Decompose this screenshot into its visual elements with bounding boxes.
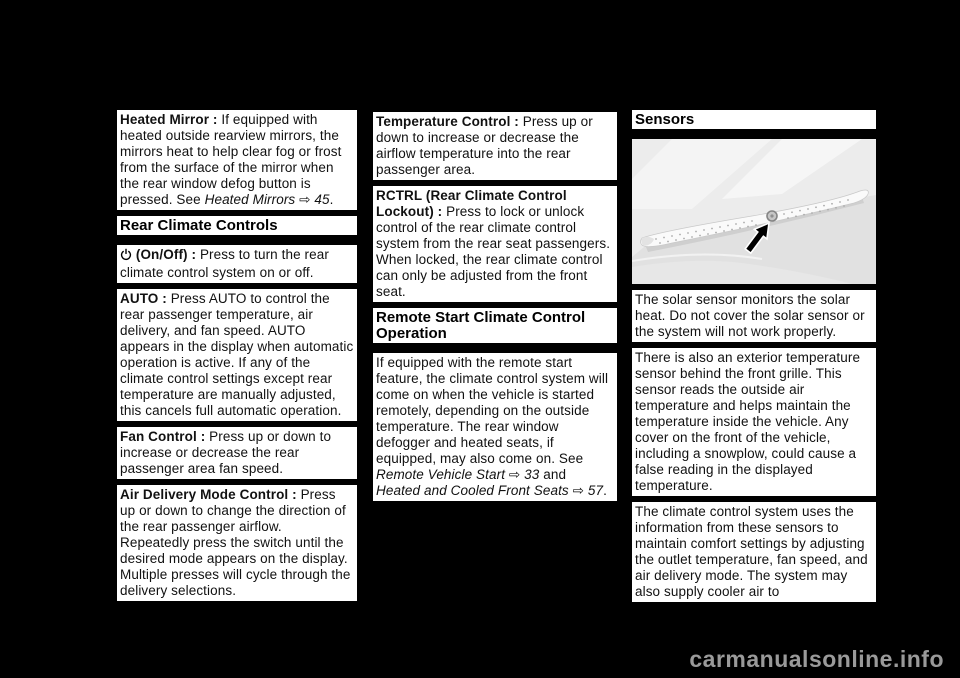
heading-sensors: Sensors — [632, 110, 876, 133]
rctrl-body: Press to lock or unlock control of the rear climate control system from the rear seat passengers. When locked, the rear climate control can only be adjusted from the front seat. — [376, 204, 611, 299]
power-icon — [120, 248, 132, 265]
column-right — [632, 110, 876, 608]
temperature-control-body: Press up or down to increase or decrease the airflow temperature into the rear passenger area. — [376, 114, 593, 177]
remote-start-reference-1: Remote Vehicle Start ⇨ 33 — [376, 467, 540, 482]
system-uses-body: The climate control system uses the information from these sensors to maintain comfort settings by adjusting the outlet temperature, fan speed, and air delivery mode. The system may also supply cooler air to — [635, 504, 868, 599]
remote-start-body: If equipped with the remote start feature, the climate control system will come on when the vehicle is started remotely, depending on the outside temperature. The rear window defogger and heated seats, if equipped, may also come on. See — [376, 355, 609, 466]
on-off-body: Press to turn the rear climate control system on or off. — [120, 247, 329, 280]
paragraph-system-uses — [632, 502, 876, 602]
paragraph-fan-control — [117, 427, 357, 479]
paragraph-remote-start — [373, 353, 617, 501]
air-delivery-body: Press up or down to change the direction of the rear passenger airflow. Repeatedly press the switch until the desired mode appears on the display. Multiple presses will cycle through the delivery selections. — [120, 487, 351, 598]
paragraph-exterior-sensor — [632, 348, 876, 496]
fan-control-label: Fan Control : — [120, 429, 210, 444]
paragraph-rctrl — [373, 186, 617, 302]
on-off-label: (On/Off) : — [132, 247, 200, 262]
paragraph-air-delivery — [117, 485, 357, 601]
heated-mirror-body: If equipped with heated outside rearview mirrors, the mirrors heat to help clear fog or frost from the surface of the mirror when the rear window defog button is pressed. See — [120, 112, 342, 207]
auto-label: AUTO : — [120, 291, 171, 306]
solar-sensor-illustration — [632, 139, 876, 284]
solar-sensor-body: The solar sensor monitors the solar heat. Do not cover the solar sensor or the system will not work properly. — [635, 292, 865, 339]
remote-start-connector: and — [539, 467, 567, 482]
paragraph-heated-mirror — [117, 110, 357, 210]
paragraph-on-off — [117, 245, 357, 283]
heated-mirror-label: Heated Mirror : — [120, 112, 222, 127]
temperature-control-label: Temperature Control : — [376, 114, 523, 129]
heated-mirror-period: . — [329, 192, 334, 207]
exterior-sensor-body: There is also an exterior temperature sensor behind the front grille. This sensor reads the outside air temperature and helps maintain the temperature inside the vehicle. Any cover on the front of the vehicle, including a snowplow, could cause a false reading in the displayed temperature. — [635, 350, 861, 493]
auto-body: Press AUTO to control the rear passenger temperature, air delivery, and fan speed. AUTO appears in the display when automatic operation is active. If any of the climate control settings except rear temperature are manually adjusted, this cancels full automatic operation. — [120, 291, 354, 418]
paragraph-temperature-control — [373, 112, 617, 180]
air-delivery-label: Air Delivery Mode Control : — [120, 487, 301, 502]
rctrl-label: RCTRL (Rear Climate Control Lockout) : — [376, 188, 567, 219]
solar-sensor — [767, 211, 777, 221]
paragraph-auto — [117, 289, 357, 421]
remote-start-period: . — [603, 483, 607, 498]
column-left — [117, 110, 357, 607]
column-middle — [373, 112, 617, 507]
heading-remote-start: Remote Start Climate Control Operation — [373, 308, 617, 347]
heated-mirror-reference: Heated Mirrors ⇨ 45 — [204, 192, 330, 207]
heading-rear-climate-controls: Rear Climate Controls — [117, 216, 357, 239]
fan-control-body: Press up or down to increase or decrease the rear passenger area fan speed. — [120, 429, 332, 476]
remote-start-reference-2: Heated and Cooled Front Seats ⇨ 57 — [376, 483, 604, 498]
paragraph-solar-sensor — [632, 290, 876, 342]
watermark: carmanualsonline.info — [689, 646, 944, 672]
